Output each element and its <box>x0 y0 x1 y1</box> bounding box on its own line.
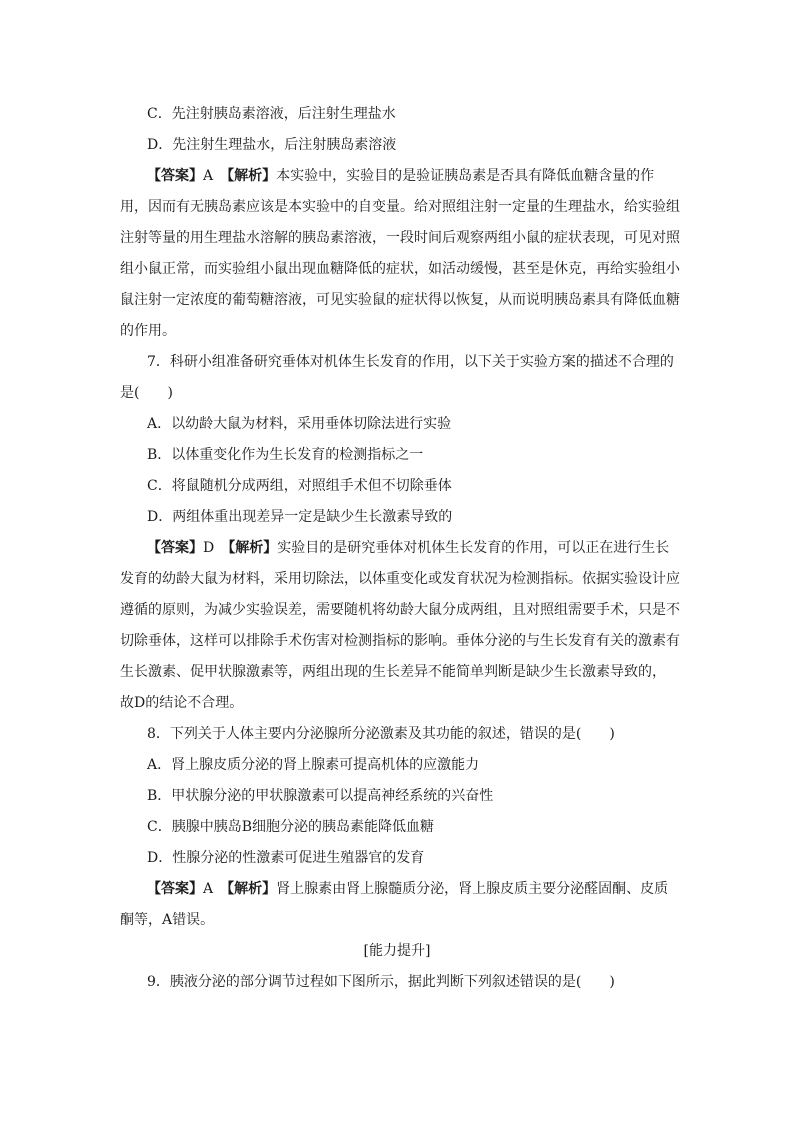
answer-label: 【答案】 <box>147 168 203 184</box>
q6-analysis-line: 组小鼠正常，而实验组小鼠出现血糖降低的症状，如活动缓慢，甚至是休克，再给实验组小 <box>120 261 680 277</box>
q8-option-d: D．性腺分泌的性激素可促进生殖器官的发育 <box>147 850 425 866</box>
q7-option-d: D．两组体重出现差异一定是缺少生长激素导致的 <box>147 509 453 525</box>
answer-value: A <box>203 881 214 897</box>
q9-stem: 9．胰液分泌的部分调节过程如下图所示，据此判断下列叙述错误的是( ) <box>147 974 615 990</box>
q7-stem: 7．科研小组准备研究垂体对机体生长发育的作用，以下关于实验方案的描述不合理的 <box>147 354 674 370</box>
q7-analysis-line: 切除垂体，这样可以排除手术伤害对检测指标的影响。垂体分泌的与生长发育有关的激素有 <box>120 633 680 649</box>
analysis-text: 肾上腺素由肾上腺髓质分泌，肾上腺皮质主要分泌醛固酮、皮质 <box>276 881 669 897</box>
q7-stem-cont: 是( ) <box>120 385 173 401</box>
answer-value: A <box>203 168 214 184</box>
analysis-label: 【解析】 <box>227 168 277 184</box>
q6-analysis-line: 注射等量的用生理盐水溶解的胰岛素溶液，一段时间后观察两组小鼠的症状表现，可见对照 <box>120 230 680 246</box>
q7-option-b: B．以体重变化作为生长发育的检测指标之一 <box>147 447 424 463</box>
q8-stem: 8．下列关于人体主要内分泌腺所分泌激素及其功能的叙述，错误的是( ) <box>147 726 615 742</box>
q7-analysis-line: 发育的幼龄大鼠为材料，采用切除法，以体重变化或发育状况为检测指标。依据实验设计应 <box>120 571 680 587</box>
answer-label: 【答案】 <box>147 881 203 897</box>
q8-answer-line <box>147 879 668 899</box>
q7-analysis-line: 故D的结论不合理。 <box>120 695 244 711</box>
analysis-text: 实验目的是研究垂体对机体生长发育的作用，可以正在进行生长 <box>277 540 670 556</box>
q6-answer-line <box>147 166 654 186</box>
analysis-text: 本实验中，实验目的是验证胰岛素是否具有降低血糖含量的作 <box>276 168 655 184</box>
q7-answer-line <box>147 538 669 558</box>
q6-option-c: C．先注射胰岛素溶液，后注射生理盐水 <box>147 106 396 122</box>
q6-analysis-line: 的作用。 <box>120 323 176 339</box>
q6-option-d: D．先注射生理盐水，后注射胰岛素溶液 <box>147 137 397 153</box>
q8-option-b: B．甲状腺分泌的甲状腺激素可以提高神经系统的兴奋性 <box>147 788 494 804</box>
answer-value: D <box>203 540 215 556</box>
q6-analysis-line: 鼠注射一定浓度的葡萄糖溶液，可见实验鼠的症状得以恢复，从而说明胰岛素具有降低血糖 <box>120 292 680 308</box>
analysis-label: 【解析】 <box>227 881 277 897</box>
q8-option-a: A．肾上腺皮质分泌的肾上腺素可提高机体的应激能力 <box>147 757 480 773</box>
q7-option-c: C．将鼠随机分成两组，对照组手术但不切除垂体 <box>147 478 452 494</box>
section-heading: [能力提升] <box>363 943 431 959</box>
answer-label: 【答案】 <box>147 540 203 556</box>
q7-option-a: A．以幼龄大鼠为材料，采用垂体切除法进行实验 <box>147 416 452 432</box>
q6-analysis-line: 用，因而有无胰岛素应该是本实验中的自变量。给对照组注射一定量的生理盐水，给实验组 <box>120 199 680 215</box>
q7-analysis-line: 生长激素、促甲状腺激素等，两组出现的生长差异不能简单判断是缺少生长激素导致的， <box>120 664 666 680</box>
analysis-label: 【解析】 <box>228 540 278 556</box>
q7-analysis-line: 遵循的原则，为减少实验误差，需要随机将幼龄大鼠分成两组，且对照组需要手术，只是不 <box>120 602 680 618</box>
q8-analysis-line: 酮等，A错误。 <box>120 912 215 928</box>
q8-option-c: C．胰腺中胰岛B细胞分泌的胰岛素能降低血糖 <box>147 819 434 835</box>
